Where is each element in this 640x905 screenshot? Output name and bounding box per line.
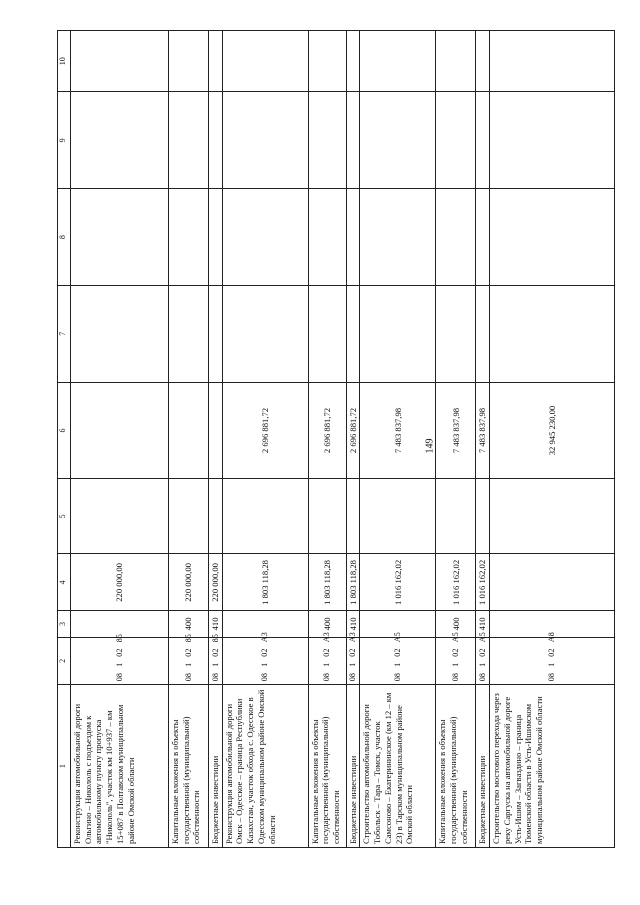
row-value-col5: 1 016 162,02	[360, 554, 436, 611]
row-value-col7: 32 945 230,00	[490, 382, 615, 479]
row-code: 08102А3	[346, 637, 360, 685]
row-code: 08102А5	[436, 637, 476, 685]
row-value-col7	[169, 382, 209, 479]
table-row	[360, 31, 436, 848]
row-name: Бюджетные инвестиции	[346, 685, 360, 848]
column-header: 2	[58, 637, 71, 685]
row-value-col7: 2 696 881,72	[222, 382, 308, 479]
row-vr: 400	[308, 611, 346, 637]
table-row	[490, 31, 615, 848]
table-row	[222, 31, 308, 848]
row-value-col5: 1 016 162,02	[436, 554, 476, 611]
row-code: 08102А8	[490, 637, 615, 685]
column-header: 8	[58, 189, 71, 286]
row-value-col7	[209, 382, 223, 479]
budget-table	[57, 30, 615, 848]
row-value-col7: 7 483 837,98	[360, 382, 436, 479]
row-vr: 410	[346, 611, 360, 637]
row-code: 08102А5	[360, 637, 436, 685]
row-name: Строительство автомобильной дороги Тобольск – Тара – Томск, участок Самсоново – Екатерининское (км 12 – км 23) в Тарском муниципальном районе Омской области	[360, 685, 436, 848]
row-value-col5: 1 803 118,28	[222, 554, 308, 611]
row-value-col5: 1 803 118,28	[346, 554, 360, 611]
row-value-col5	[490, 554, 615, 611]
row-vr: 410	[209, 611, 223, 637]
row-code: 08102А5	[476, 637, 490, 685]
row-value-col7: 2 696 881,72	[308, 382, 346, 479]
row-name: Капитальные вложения в объекты государственной (муниципальной) собственности	[169, 685, 209, 848]
row-value-col7	[71, 382, 169, 479]
row-value-col7: 7 483 837,98	[436, 382, 476, 479]
row-name: Бюджетные инвестиции	[209, 685, 223, 848]
table-row	[436, 31, 476, 848]
row-code: 0810285	[209, 637, 223, 685]
row-value-col5: 220 000,00	[169, 554, 209, 611]
table-row	[71, 31, 169, 848]
column-header: 10	[58, 31, 71, 93]
column-header: 9	[58, 92, 71, 189]
column-header: 1	[58, 685, 71, 848]
row-name: Капитальные вложения в объекты государственной (муниципальной) собственности	[308, 685, 346, 848]
row-vr: 400	[436, 611, 476, 637]
budget-table-rotated	[57, 30, 615, 848]
table-row	[476, 31, 490, 848]
row-code: 0810285	[71, 637, 169, 685]
column-header: 7	[58, 285, 71, 382]
table-row	[308, 31, 346, 848]
column-header: 5	[58, 479, 71, 554]
row-value-col7: 7 483 837,98	[476, 382, 490, 479]
row-name: Строительство мостового перехода через реку Саргуска на автомобильной дороге Усть-Ишим – Загваздино – граница Тюменской области в Усть-Ишимском муниципальном районе Омской области	[490, 685, 615, 848]
table-row	[209, 31, 223, 848]
column-header: 3	[58, 611, 71, 637]
row-code: 08102А3	[308, 637, 346, 685]
column-header: 6	[58, 382, 71, 479]
header-row	[58, 31, 71, 848]
table-row	[346, 31, 360, 848]
row-name: Реконструкция автомобильной дороги Омск – Одесское – граница Республики Казахстан, участок обхода с. Одесское в Одесском муниципальном районе Омской области	[222, 685, 308, 848]
row-value-col7: 2 696 881,72	[346, 382, 360, 479]
row-value-col5: 1 016 162,02	[476, 554, 490, 611]
row-value-col5: 220 000,00	[209, 554, 223, 611]
row-name: Реконструкция автомобильной дороги Ольгино – Никололь с подъездом к автомобильному пункту пропуска "Никололь", участок км 10+937 – км 15+087 в Полтавском муниципальном районе Омской области	[71, 685, 169, 848]
row-code: 0810285	[169, 637, 209, 685]
column-header: 4	[58, 554, 71, 611]
row-vr: 400	[169, 611, 209, 637]
table-row	[169, 31, 209, 848]
row-code: 08102А3	[222, 637, 308, 685]
row-name: Бюджетные инвестиции	[476, 685, 490, 848]
page-number: 149	[424, 438, 436, 454]
row-name: Капитальные вложения в объекты государственной (муниципальной) собственности	[436, 685, 476, 848]
row-value-col5: 220 000,00	[71, 554, 169, 611]
row-vr: 410	[476, 611, 490, 637]
row-value-col5: 1 803 118,28	[308, 554, 346, 611]
